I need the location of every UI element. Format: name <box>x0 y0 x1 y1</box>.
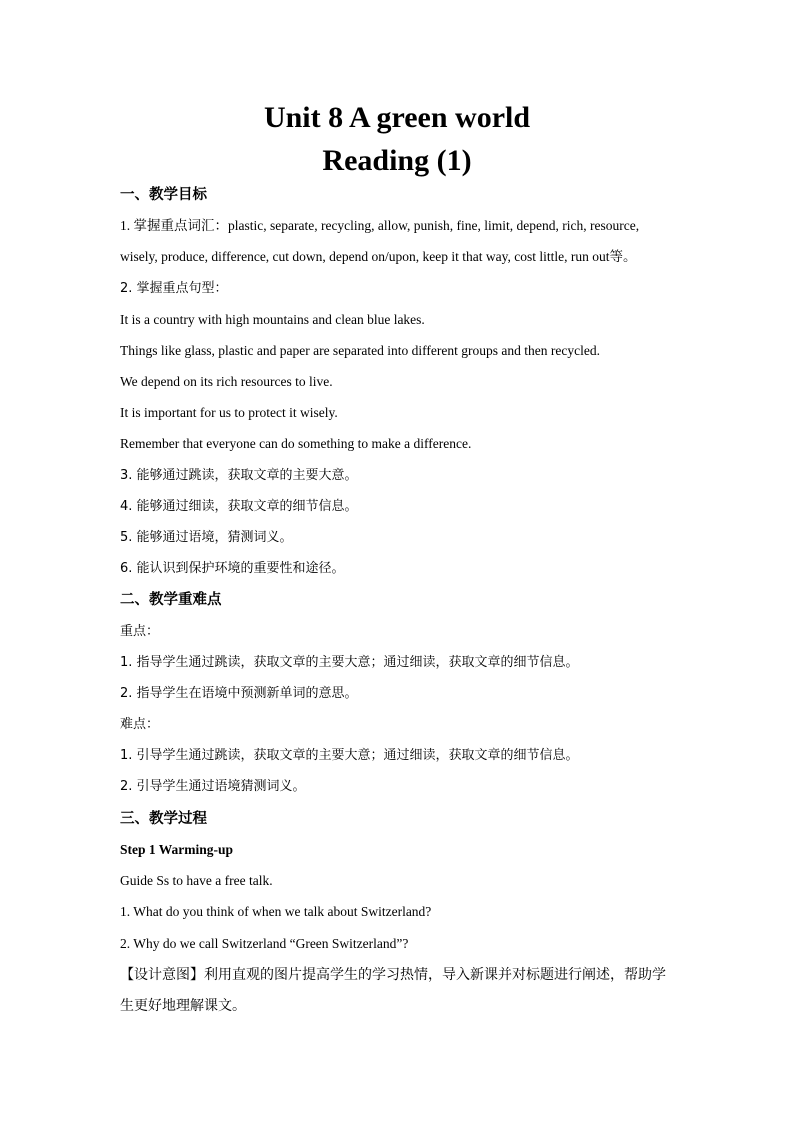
section-heading-objectives: 一、教学目标 <box>120 187 207 203</box>
design-intent-line-2: 生更好地理解课文。 <box>120 998 246 1014</box>
question-1: 1. What do you think of when we talk about Switzerland? <box>120 904 432 919</box>
key-point-2: 2. 指导学生在语境中预测新单词的意思。 <box>120 686 358 701</box>
step-1-guide: Guide Ss to have a free talk. <box>120 873 273 888</box>
objective-4: 4. 能够通过细读，获取文章的细节信息。 <box>120 499 358 514</box>
key-sentence-5: Remember that everyone can do something to make a difference. <box>120 436 472 451</box>
question-2: 2. Why do we call Switzerland “Green Switzerland”? <box>120 936 409 951</box>
key-point-1: 1. 指导学生通过跳读，获取文章的主要大意；通过细读，获取文章的细节信息。 <box>120 655 579 670</box>
key-points-label: 重点： <box>120 624 160 639</box>
difficulty-1: 1. 引导学生通过跳读，获取文章的主要大意；通过细读，获取文章的细节信息。 <box>120 748 579 763</box>
key-sentence-3: We depend on its rich resources to live. <box>120 374 333 389</box>
design-intent-line-1: 【设计意图】利用直观的图片提高学生的学习热情，导入新课并对标题进行阐述，帮助学 <box>120 967 666 983</box>
objective-1-line-2: wisely, produce, difference, cut down, depend on/upon, keep it that way, cost little, run out等。 <box>120 249 637 264</box>
objective-1-line-1: 1. 掌握重点词汇：plastic, separate, recycling, allow, punish, fine, limit, depend, rich, resource, <box>120 218 640 233</box>
section-heading-key-points: 二、教学重难点 <box>120 592 222 608</box>
objective-5: 5. 能够通过语境，猜测词义。 <box>120 530 293 545</box>
key-sentence-2: Things like glass, plastic and paper are separated into different groups and then recycled. <box>120 343 600 358</box>
objective-3: 3. 能够通过跳读，获取文章的主要大意。 <box>120 468 358 483</box>
section-heading-process: 三、教学过程 <box>120 811 207 827</box>
step-1-heading: Step 1 Warming-up <box>120 842 234 857</box>
document-title: Unit 8 A green world <box>263 101 531 134</box>
difficulty-2: 2. 引导学生通过语境猜测词义。 <box>120 779 306 794</box>
objective-2: 2. 掌握重点句型： <box>120 281 228 296</box>
key-sentence-1: It is a country with high mountains and clean blue lakes. <box>120 312 425 327</box>
key-sentence-4: It is important for us to protect it wisely. <box>120 405 338 420</box>
document-subtitle: Reading (1) <box>322 144 472 177</box>
objective-6: 6. 能认识到保护环境的重要性和途径。 <box>120 561 345 576</box>
difficulties-label: 难点： <box>120 717 160 732</box>
